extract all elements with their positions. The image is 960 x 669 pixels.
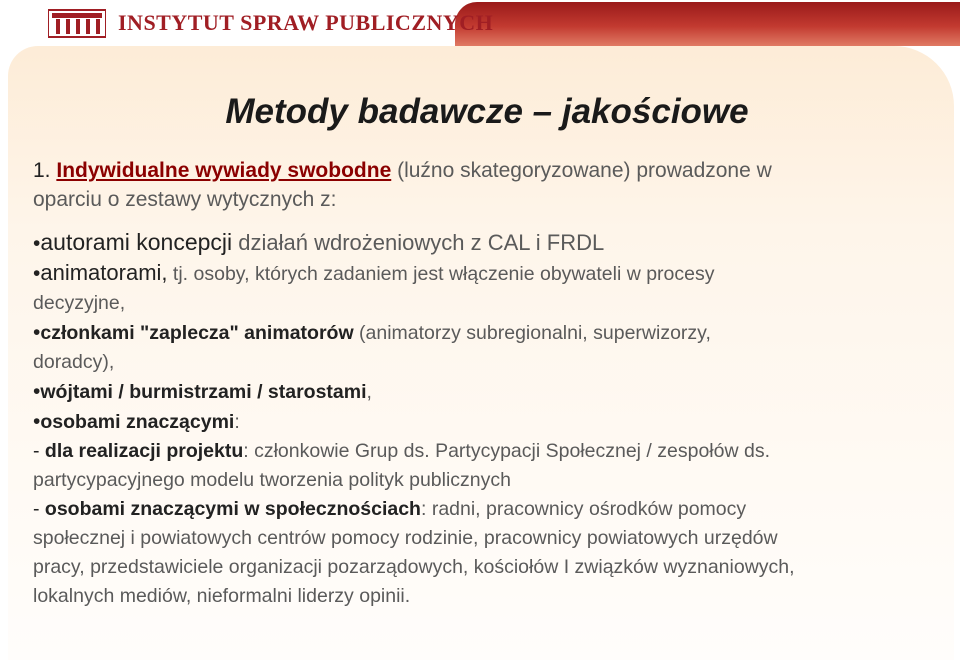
dash-text-cont: lokalnych mediów, nieformalni liderzy opinii. <box>33 585 411 607</box>
dash-continuation <box>33 553 933 582</box>
bullet-text: (animatorzy subregionalni, superwizorzy, <box>353 322 711 344</box>
bullet-item <box>33 258 933 289</box>
bullet-item <box>33 377 933 407</box>
dash-text-cont: partycypacyjnego modelu tworzenia polityk publicznych <box>33 469 511 491</box>
dash-item <box>33 495 933 524</box>
bullet-icon: • <box>33 321 41 344</box>
dash-strong: osobami znaczącymi w społecznościach <box>44 498 421 520</box>
intro-rest-1: (luźno skategoryzowane) prowadzone w <box>391 159 772 182</box>
intro-highlight: Indywidualne wywiady swobodne <box>56 159 392 182</box>
intro-rest-2: oparciu o zestawy wytycznych z: <box>33 188 337 211</box>
dash-strong: dla realizacji projektu <box>44 440 244 462</box>
bullet-text: tj. osoby, których zadaniem jest włączenie obywateli w procesy <box>167 263 715 285</box>
slide-body <box>33 156 933 611</box>
bullet-item <box>33 318 933 348</box>
intro-line-2 <box>33 185 933 214</box>
dash-text-cont: pracy, przedstawiciele organizacji pozarządowych, kościołów I związków wyznaniowych, <box>33 556 795 578</box>
dash-item <box>33 437 933 466</box>
bullet-icon: • <box>33 232 41 255</box>
bullet-strong: osobami znaczącymi <box>40 411 235 433</box>
dash-continuation <box>33 582 933 611</box>
bullet-continuation <box>33 348 933 377</box>
bullet-item <box>33 228 933 258</box>
bullet-item <box>33 407 933 437</box>
bullet-continuation <box>33 289 933 318</box>
slide-title: Metody badawcze – jakościowe <box>225 92 749 131</box>
logo-text: INSTYTUT SPRAW PUBLICZNYCH <box>118 10 494 35</box>
dash-marker: - <box>33 440 45 462</box>
bullet-text: działań wdrożeniowych z CAL i FRDL <box>232 230 605 255</box>
bullet-strong: autorami koncepcji <box>40 229 233 255</box>
bullet-text-cont: decyzyjne, <box>33 292 126 314</box>
dash-text-cont: społecznej i powiatowych centrów pomocy rodzinie, pracownicy powiatowych urzędów <box>33 527 778 549</box>
dash-text: : radni, pracownicy ośrodków pomocy <box>420 498 747 520</box>
bullet-text: : <box>234 411 240 433</box>
logo-mark-icon <box>48 7 106 39</box>
bullet-text-cont: doradcy), <box>33 351 115 373</box>
dash-continuation <box>33 524 933 553</box>
bullet-icon: • <box>33 410 41 433</box>
bullet-icon: • <box>33 262 41 285</box>
intro-number: 1. <box>33 159 51 182</box>
bullet-strong: wójtami / burmistrzami / starostami <box>40 381 367 403</box>
bullet-icon: • <box>33 380 41 403</box>
header-decoration <box>455 2 960 46</box>
bullet-text: , <box>366 381 372 403</box>
bullet-strong: animatorami, <box>40 260 168 285</box>
dash-marker: - <box>33 498 45 520</box>
bullet-strong: członkami "zaplecza" animatorów <box>40 322 354 344</box>
dash-text: : członkowie Grup ds. Partycypacji Społecznej / zespołów ds. <box>243 440 770 462</box>
logo <box>48 6 493 40</box>
dash-continuation <box>33 466 933 495</box>
intro-line-1 <box>33 156 933 185</box>
